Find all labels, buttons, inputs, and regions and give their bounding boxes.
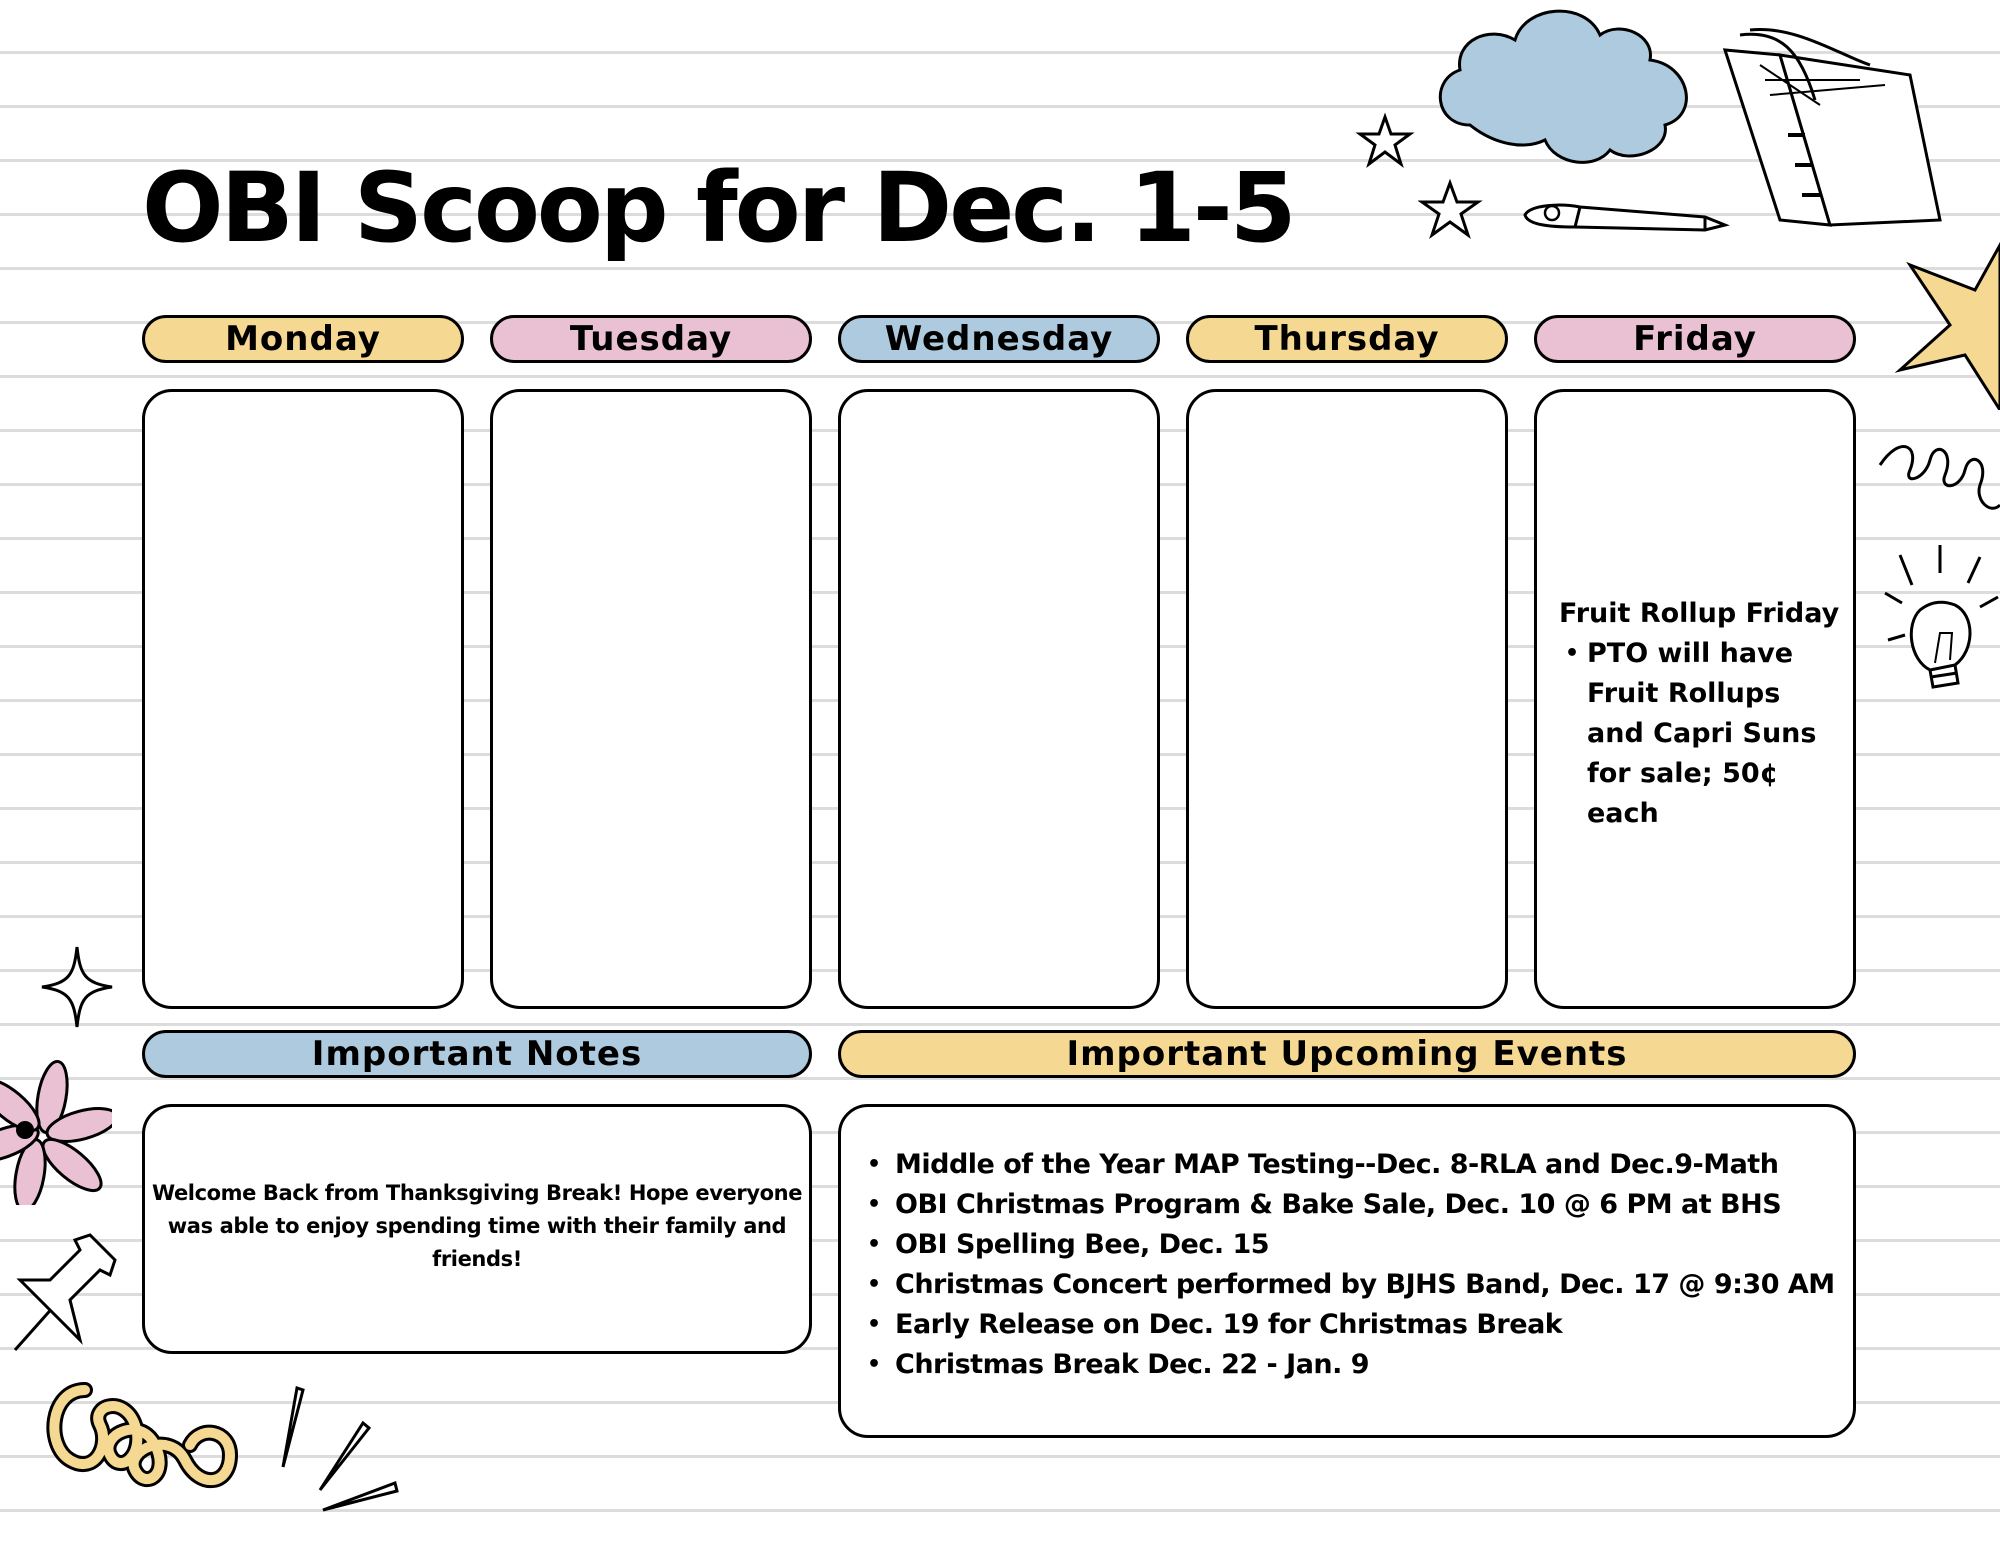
day-box-thursday <box>1186 389 1508 1009</box>
event-item: • OBI Christmas Program & Bake Sale, Dec. 10 @ 6 PM at BHS <box>861 1185 1835 1225</box>
important-notes-header: Important Notes <box>142 1030 812 1078</box>
cloud-icon <box>1425 0 1715 175</box>
event-item: • Christmas Concert performed by BJHS Band, Dec. 17 @ 9:30 AM <box>861 1265 1835 1305</box>
sparkle-icon <box>275 1385 405 1515</box>
event-item: • Middle of the Year MAP Testing--Dec. 8-RLA and Dec.9-Math <box>861 1145 1835 1185</box>
important-events-box <box>838 1104 1856 1438</box>
important-events-header: Important Upcoming Events <box>838 1030 1856 1078</box>
friday-event-title: Fruit Rollup Friday <box>1559 598 1840 629</box>
sparkle-icon <box>40 945 115 1030</box>
day-header-thursday: Thursday <box>1186 315 1508 363</box>
day-header-monday: Monday <box>142 315 464 363</box>
event-item: • Christmas Break Dec. 22 - Jan. 9 <box>861 1345 1835 1385</box>
event-item: • OBI Spelling Bee, Dec. 15 <box>861 1225 1835 1265</box>
swirl-icon <box>40 1370 240 1500</box>
star-icon <box>1418 178 1483 243</box>
page-title: OBI Scoop for Dec. 1-5 <box>142 152 1294 264</box>
day-header-tuesday: Tuesday <box>490 315 812 363</box>
friday-event-list <box>1565 634 1831 834</box>
book-icon <box>1720 25 1950 235</box>
star-icon <box>1895 235 2000 410</box>
friday-event-item: • PTO will have Fruit Rollups and Capri Suns for sale; 50¢ each <box>1565 634 1831 834</box>
day-box-monday <box>142 389 464 1009</box>
day-box-wednesday <box>838 389 1160 1009</box>
event-item: • Early Release on Dec. 19 for Christmas Break <box>861 1305 1835 1345</box>
swirl-icon <box>1875 425 2000 525</box>
notes-text: Welcome Back from Thanksgiving Break! Hope everyone was able to enjoy spending time with their family and friends! <box>151 1181 803 1271</box>
important-notes-box <box>142 1104 812 1354</box>
pen-icon <box>1520 195 1740 245</box>
flower-icon <box>0 1055 112 1205</box>
pushpin-icon <box>10 1230 120 1355</box>
events-list <box>861 1145 1835 1385</box>
day-header-wednesday: Wednesday <box>838 315 1160 363</box>
lightbulb-icon <box>1880 545 2000 695</box>
star-icon <box>1355 112 1415 172</box>
friday-content <box>1537 594 1853 834</box>
day-box-tuesday <box>490 389 812 1009</box>
day-header-friday: Friday <box>1534 315 1856 363</box>
day-box-friday <box>1534 389 1856 1009</box>
